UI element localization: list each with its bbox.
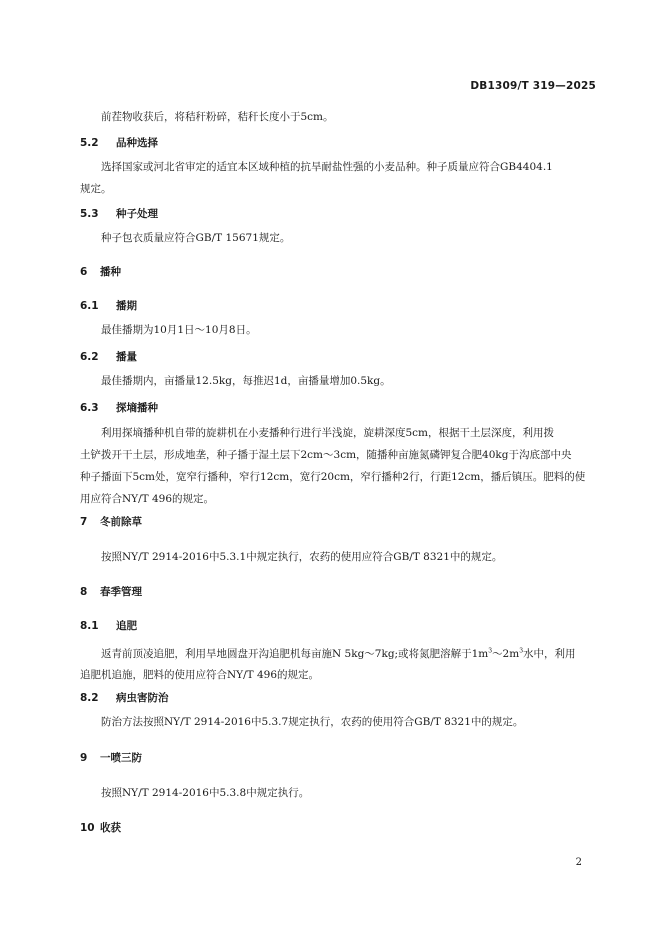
heading-number: 8.2: [80, 692, 99, 704]
heading-title: 一喷三防: [100, 752, 142, 764]
superscript: 3: [488, 647, 493, 655]
paragraph-topdressing-line2: 追肥机追施，肥料的使用应符合NY/T 496的规定。: [80, 669, 320, 681]
standard-code: DB1309/T 319—2025: [470, 80, 596, 92]
heading-title: 播期: [116, 300, 137, 312]
heading-6-1: [80, 298, 137, 314]
heading-number: 7: [80, 516, 88, 528]
paragraph-variety-line2: 规定。: [80, 183, 112, 195]
heading-5-3: [80, 206, 158, 222]
heading-title: 病虫害防治: [116, 692, 169, 704]
paragraph-pest-control: 防治方法按照NY/T 2914-2016中5.3.7规定执行，农药的使用符合GB/T 8321中的规定。: [101, 716, 524, 728]
heading-title: 品种选择: [116, 137, 158, 149]
heading-title: 种子处理: [116, 208, 158, 220]
heading-title: 冬前除草: [100, 516, 142, 528]
paragraph-seed-treatment: 种子包衣质量应符合GB/T 15671规定。: [101, 232, 291, 244]
heading-6-2: [80, 349, 137, 365]
heading-8-2: [80, 690, 169, 706]
heading-9: [80, 750, 142, 766]
heading-5-2: [80, 135, 158, 151]
heading-title: 播量: [116, 351, 137, 363]
heading-10: [80, 820, 121, 836]
heading-8: [80, 584, 142, 600]
heading-6-3: [80, 400, 158, 416]
heading-number: 6.3: [80, 402, 99, 414]
paragraph-weeding: 按照NY/T 2914-2016中5.3.1中规定执行，农药的使用应符合GB/T 8321中的规定。: [101, 551, 503, 563]
text-run: ～2m: [492, 648, 520, 660]
heading-title: 收获: [100, 822, 121, 834]
paragraph-sowing-period: 最佳播期为10月1日～10月8日。: [101, 324, 257, 336]
heading-number: 5.2: [80, 137, 99, 149]
paragraph-moisture-sowing-line2: 土铲拨开干土层，形成地垄，种子播于湿土层下2cm～3cm，随播种亩施氮磷钾复合肥40kg于沟底部中央: [80, 449, 572, 461]
page-number: 2: [575, 857, 582, 868]
heading-title: 春季管理: [100, 586, 142, 598]
paragraph-straw: 前茬物收获后，将秸秆粉碎，秸秆长度小于5cm。: [101, 111, 334, 123]
paragraph-moisture-sowing-line4: 用应符合NY/T 496的规定。: [80, 493, 215, 505]
heading-8-1: [80, 618, 137, 634]
superscript: 3: [519, 647, 524, 655]
heading-title: 探墒播种: [116, 402, 158, 414]
paragraph-one-spray: 按照NY/T 2914-2016中5.3.8中规定执行。: [101, 787, 310, 799]
heading-number: 10: [80, 822, 95, 834]
heading-7: [80, 514, 142, 530]
heading-6: [80, 264, 121, 280]
paragraph-moisture-sowing-line1: 利用探墒播种机自带的旋耕机在小麦播种行进行半浅旋，旋耕深度5cm，根据干土层深度，利用拨: [101, 427, 555, 439]
heading-title: 播种: [100, 266, 121, 278]
heading-number: 5.3: [80, 208, 99, 220]
heading-number: 6: [80, 266, 88, 278]
heading-number: 6.1: [80, 300, 99, 312]
heading-number: 8: [80, 586, 88, 598]
heading-title: 追肥: [116, 620, 137, 632]
heading-number: 8.1: [80, 620, 99, 632]
paragraph-moisture-sowing-line3: 种子播面下5cm处，宽窄行播种，窄行12cm，宽行20cm，窄行播种2行，行距12cm，播后镇压。肥料的使: [80, 471, 586, 483]
paragraph-sowing-amount: 最佳播期内，亩播量12.5kg，每推迟1d，亩播量增加0.5kg。: [101, 375, 391, 387]
paragraph-variety-line1: 选择国家或河北省审定的适宜本区域种植的抗旱耐盐性强的小麦品种。种子质量应符合GB4404.1: [101, 161, 553, 173]
paragraph-topdressing-line1: [80, 643, 600, 665]
heading-number: 9: [80, 752, 88, 764]
text-run: 水中，利用: [523, 648, 576, 660]
text-run: 返青前顶凌追肥，利用旱地圆盘开沟追肥机每亩施N 5kg～7kg;或将氮肥溶解于1m: [101, 648, 489, 660]
heading-number: 6.2: [80, 351, 99, 363]
